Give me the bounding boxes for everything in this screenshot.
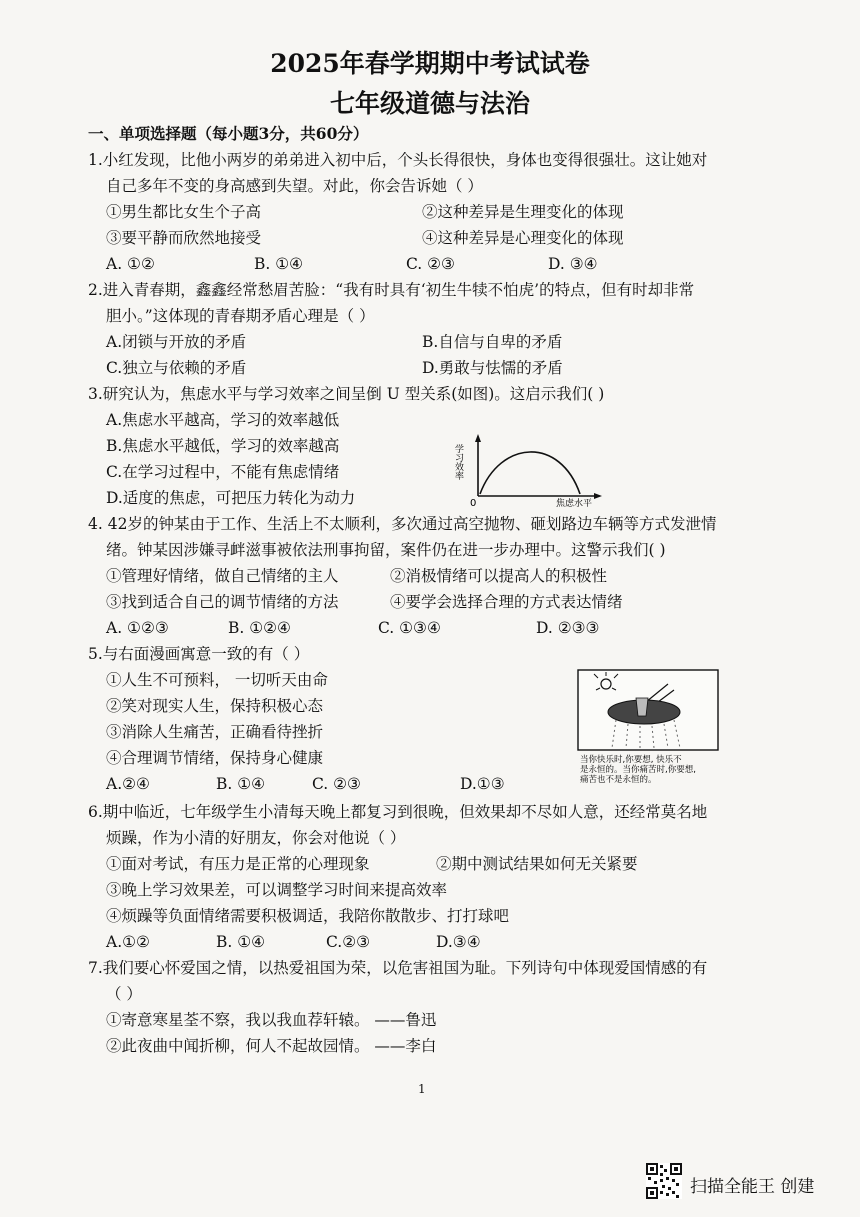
q1-stem-line2: 自己多年不变的身高感到失望。对此，你会告诉她（ ）	[106, 177, 483, 195]
q1-option-a: A. ①②	[106, 255, 155, 273]
qr-code-icon	[646, 1163, 682, 1199]
cartoon-caption-3: 痛苦也不是永恒的。	[580, 775, 657, 785]
q1-option-d: D. ③④	[548, 255, 598, 273]
q6-statement-4: ④烦躁等负面情绪需要积极调适，我陪你散散步、打打球吧	[106, 907, 510, 925]
exam-title: 2025年春学期期中考试试卷	[270, 49, 590, 78]
q2-stem-line2: 胆小。”这体现的青春期矛盾心理是（ ）	[106, 307, 375, 325]
q6-option-d: D.③④	[436, 933, 481, 951]
q1-statement-1: ①男生都比女生个子高	[106, 203, 262, 221]
exam-subtitle: 七年级道德与法治	[329, 89, 530, 118]
q3-option-c: C.在学习过程中，不能有焦虑情绪	[106, 463, 340, 481]
q2-stem-line1: 2.进入青春期，鑫鑫经常愁眉苦脸：“我有时具有‘初生牛犊不怕虎’的特点，但有时却非常	[88, 281, 695, 299]
q2-option-a: A.闭锁与开放的矛盾	[106, 333, 247, 351]
q6-statement-3: ③晚上学习效果差，可以调整学习时间来提高效率	[106, 881, 448, 899]
q1-statement-3: ③要平静而欣然地接受	[106, 229, 262, 247]
graph-x-arrow	[594, 493, 602, 499]
q6-stem-line1: 6.期中临近，七年级学生小清每天晚上都复习到很晚，但效果却不尽如人意，还经常莫名地	[88, 803, 708, 821]
q3-option-d: D.适度的焦虑，可把压力转化为动力	[106, 489, 356, 507]
q7-stem-line2: （ ）	[106, 985, 142, 1003]
q1-stem-line1: 1.小红发现，比他小两岁的弟弟进入初中后，个头长得很快，身体也变得很强壮。这让她对	[88, 151, 708, 169]
q5-statement-3: ③消除人生痛苦，正确看待挫折	[106, 723, 324, 741]
q4-option-d: D. ②③③	[536, 619, 600, 637]
q4-stem-line1: 4. 42岁的钟某由于工作、生活上不太顺利，多次通过高空抛物、砸划路边车辆等方式发泄情	[88, 515, 717, 533]
q7-stem-line1: 7.我们要心怀爱国之情，以热爱祖国为荣，以危害祖国为耻。下列诗句中体现爱国情感的有	[88, 959, 708, 977]
page-number: 1	[418, 1082, 426, 1096]
q5-option-d: D.①③	[460, 775, 505, 793]
q1-statement-4: ④这种差异是心理变化的体现	[422, 229, 624, 247]
scanner-watermark: 扫描全能王 创建	[690, 1177, 815, 1197]
q5-statement-1: ①人生不可预料， 一切听天由命	[106, 671, 328, 689]
q4-stem-line2: 绪。钟某因涉嫌寻衅滋事被依法刑事拘留，案件仍在进一步办理中。这警示我们( )	[106, 541, 666, 559]
q7-statement-1: ①寄意寒星荃不察，我以我血荐轩辕。 ——鲁迅	[106, 1011, 437, 1029]
graph-origin-label: 0	[470, 498, 477, 508]
q5-option-c: C. ②③	[312, 775, 361, 793]
cartoon-caption-2: 是永恒的。当你痛苦时,你要想,	[580, 765, 696, 775]
inverted-u-curve	[480, 452, 580, 494]
q4-option-a: A. ①②③	[106, 619, 169, 637]
q4-statement-2: ②消极情绪可以提高人的积极性	[390, 567, 608, 585]
q4-statement-1: ①管理好情绪，做自己情绪的主人	[106, 567, 339, 585]
q3-stem: 3.研究认为，焦虑水平与学习效率之间呈倒 U 型关系(如图)。这启示我们( )	[88, 385, 605, 403]
q6-stem-line2: 烦躁，作为小清的好朋友，你会对他说（ ）	[106, 829, 406, 847]
section-heading: 一、单项选择题（每小题3分，共60分）	[88, 124, 369, 143]
cartoon-caption-1: 当你快乐时,你要想, 快乐不	[580, 755, 682, 765]
q5-statement-4: ④合理调节情绪，保持身心健康	[106, 749, 324, 767]
cartoon-illustration	[576, 668, 722, 786]
q3-option-a: A.焦虑水平越高，学习的效率越低	[106, 411, 340, 429]
q2-option-c: C.独立与依赖的矛盾	[106, 359, 247, 377]
q7-statement-2: ②此夜曲中闻折柳，何人不起故园情。 ——李白	[106, 1037, 437, 1055]
q5-option-a: A.②④	[106, 775, 150, 793]
graph-x-label: 焦虑水平	[556, 499, 593, 508]
q1-option-b: B. ①④	[254, 255, 304, 273]
anxiety-efficiency-graph	[452, 432, 612, 508]
q5-statement-2: ②笑对现实人生，保持积极心态	[106, 697, 324, 715]
q6-option-c: C.②③	[326, 933, 371, 951]
q3-option-b: B.焦虑水平越低，学习的效率越高	[106, 437, 340, 455]
q5-stem: 5.与右面漫画寓意一致的有（ ）	[88, 645, 310, 663]
q6-option-a: A.①②	[106, 933, 150, 951]
q5-option-b: B. ①④	[216, 775, 266, 793]
q6-statement-1: ①面对考试，有压力是正常的心理现象	[106, 855, 370, 873]
q2-option-b: B.自信与自卑的矛盾	[422, 333, 563, 351]
graph-y-label: 学习效率	[453, 444, 463, 480]
q2-option-d: D.勇敢与怯懦的矛盾	[422, 359, 563, 377]
person-figure	[636, 698, 648, 716]
q1-option-c: C. ②③	[406, 255, 455, 273]
q4-option-c: C. ①③④	[378, 619, 441, 637]
q6-statement-2: ②期中测试结果如何无关紧要	[436, 855, 638, 873]
q4-statement-4: ④要学会选择合理的方式表达情绪	[390, 593, 623, 611]
q4-statement-3: ③找到适合自己的调节情绪的方法	[106, 593, 339, 611]
graph-y-arrow	[475, 434, 481, 442]
q4-option-b: B. ①②④	[228, 619, 291, 637]
q6-option-b: B. ①④	[216, 933, 266, 951]
q1-statement-2: ②这种差异是生理变化的体现	[422, 203, 624, 221]
